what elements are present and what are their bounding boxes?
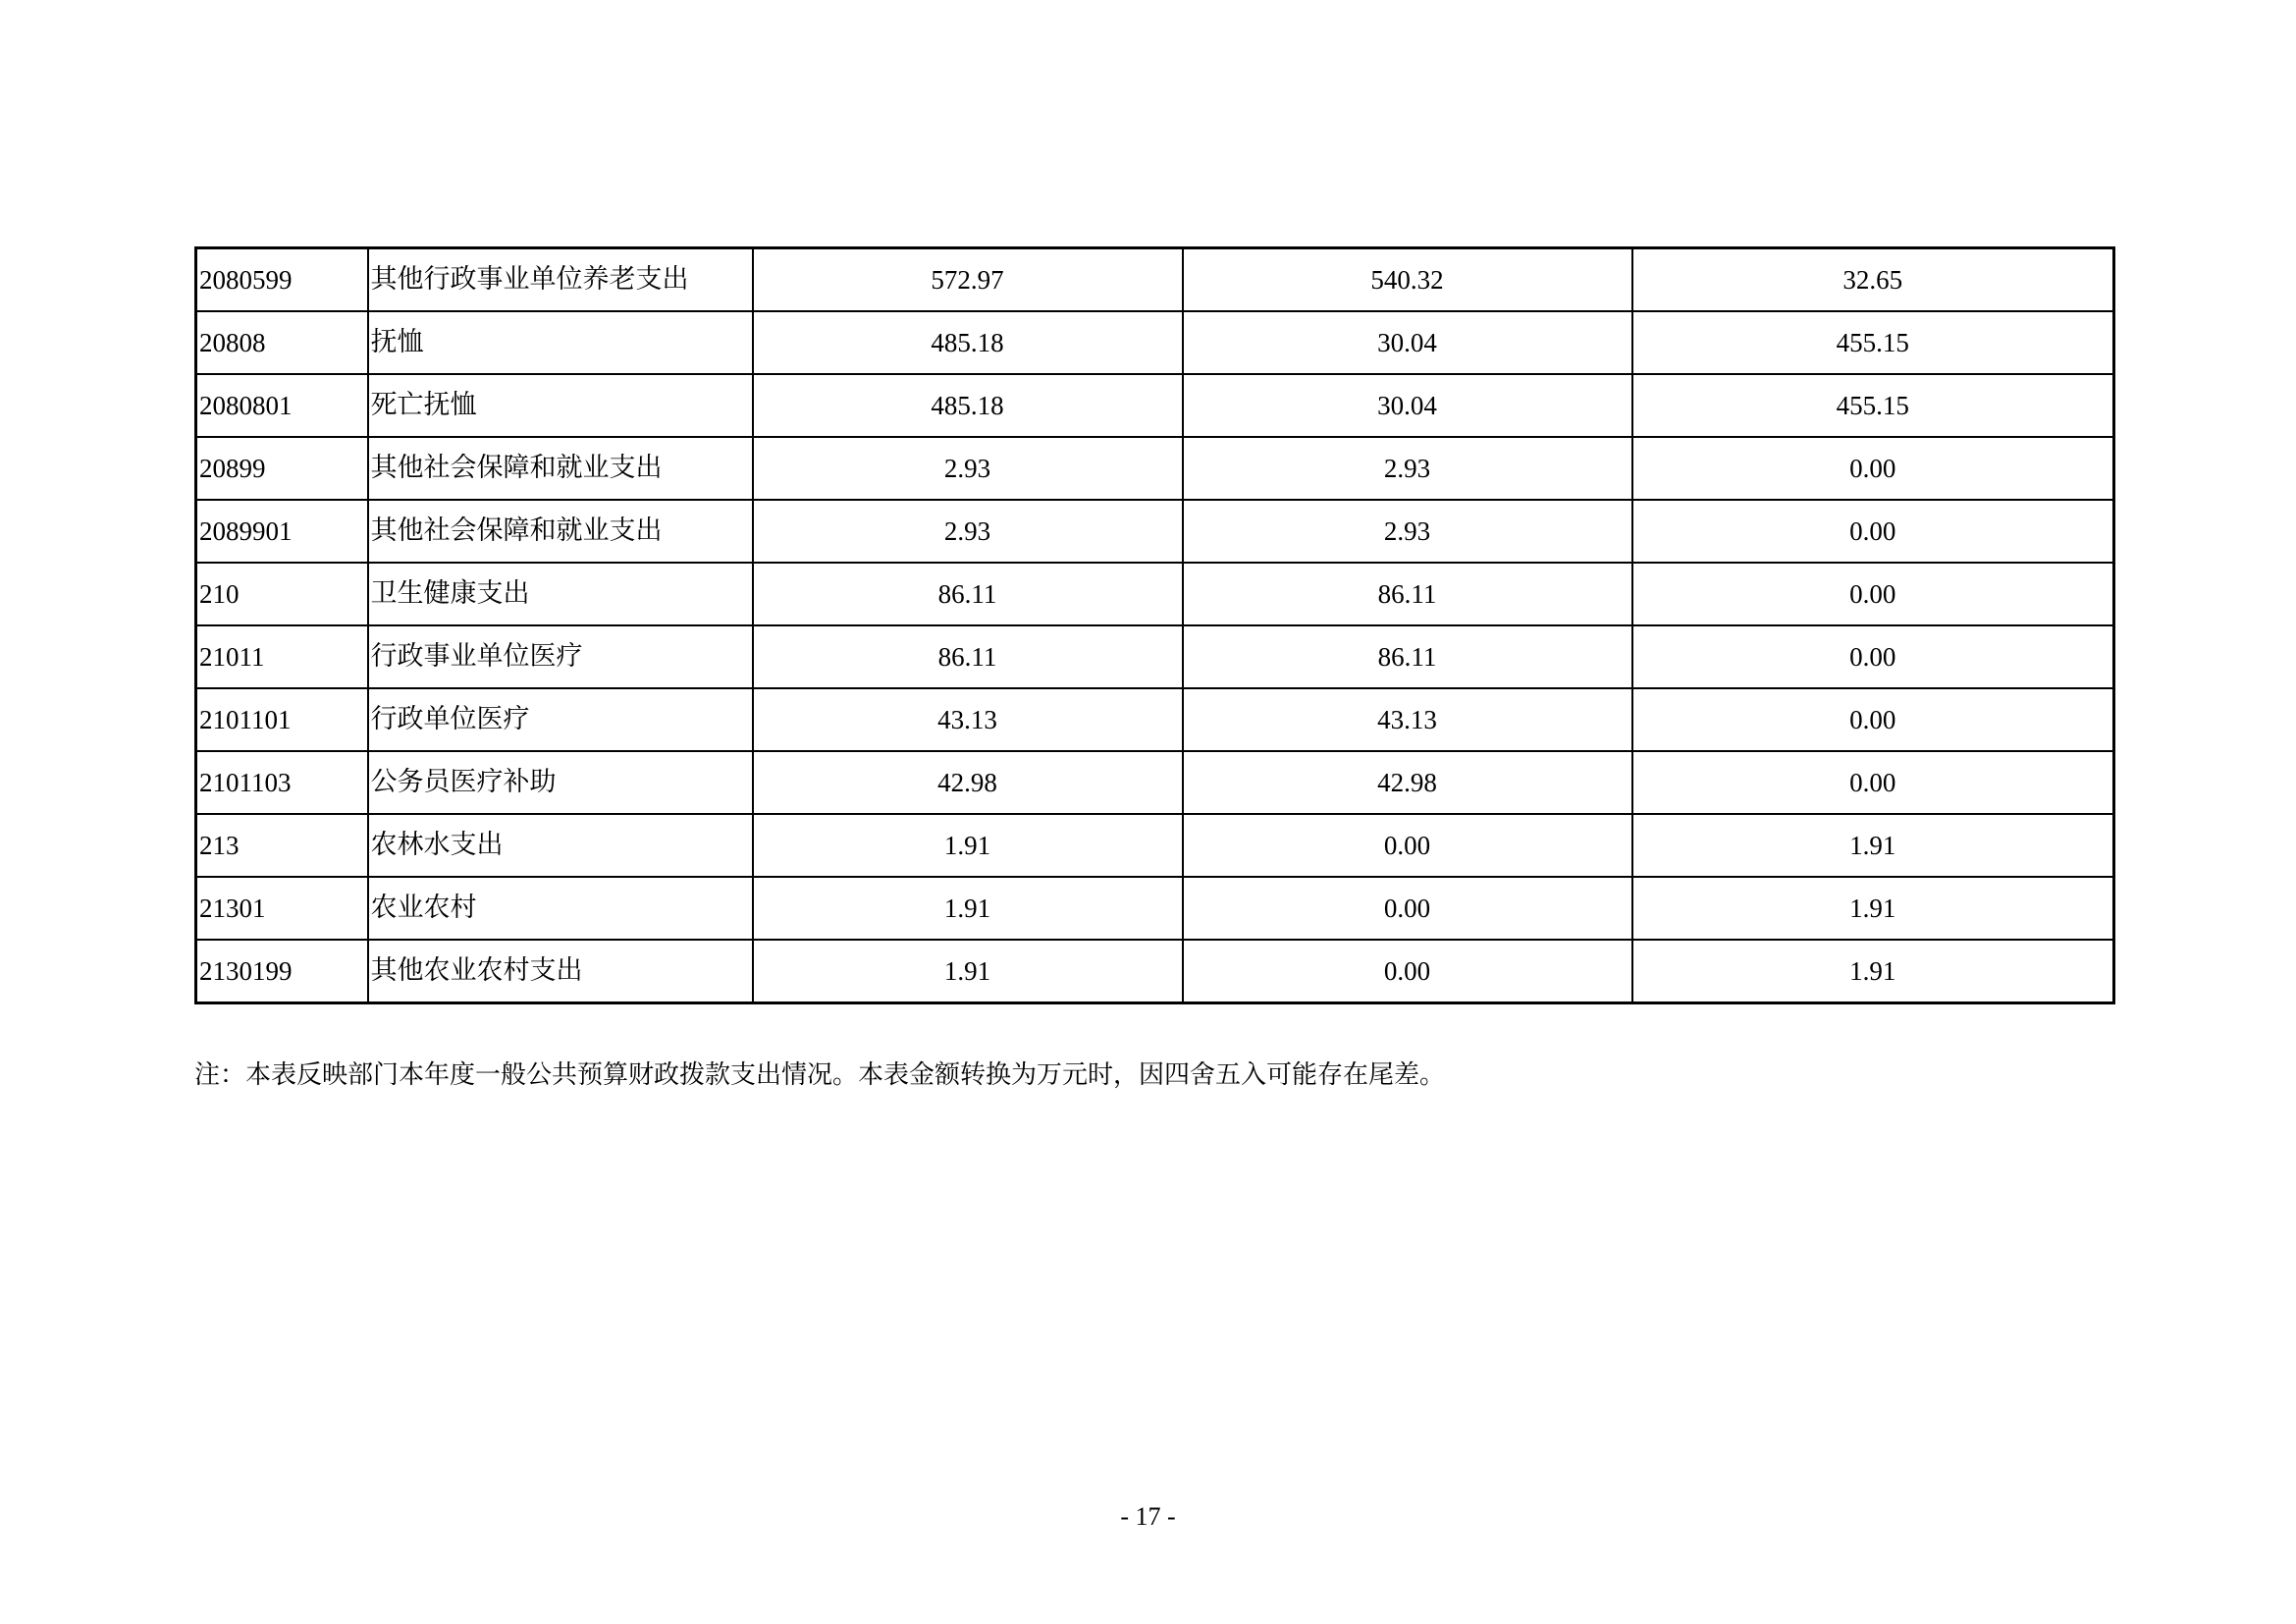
subject-name: 死亡抚恤 bbox=[368, 374, 753, 437]
table-note: 注：本表反映部门本年度一般公共预算财政拨款支出情况。本表金额转换为万元时，因四舍五入可能存在尾差。 bbox=[194, 1060, 1446, 1090]
subject-code: 213 bbox=[196, 814, 368, 877]
subject-code: 210 bbox=[196, 563, 368, 625]
total-value: 485.18 bbox=[753, 311, 1183, 374]
table-row bbox=[196, 625, 2114, 688]
project-expenditure-value: 0.00 bbox=[1632, 688, 2114, 751]
table-row bbox=[196, 311, 2114, 374]
subject-name: 公务员医疗补助 bbox=[368, 751, 753, 814]
project-expenditure-value: 1.91 bbox=[1632, 814, 2114, 877]
table-row bbox=[196, 751, 2114, 814]
basic-expenditure-value: 30.04 bbox=[1183, 311, 1632, 374]
total-value: 86.11 bbox=[753, 625, 1183, 688]
project-expenditure-value: 32.65 bbox=[1632, 248, 2114, 312]
basic-expenditure-value: 30.04 bbox=[1183, 374, 1632, 437]
subject-code: 20899 bbox=[196, 437, 368, 500]
basic-expenditure-value: 0.00 bbox=[1183, 814, 1632, 877]
project-expenditure-value: 1.91 bbox=[1632, 877, 2114, 940]
subject-code: 2101101 bbox=[196, 688, 368, 751]
subject-code: 2080599 bbox=[196, 248, 368, 312]
subject-code: 2130199 bbox=[196, 940, 368, 1003]
subject-name: 行政事业单位医疗 bbox=[368, 625, 753, 688]
page-number: - 17 - bbox=[1120, 1502, 1176, 1531]
total-value: 1.91 bbox=[753, 814, 1183, 877]
subject-name: 卫生健康支出 bbox=[368, 563, 753, 625]
basic-expenditure-value: 86.11 bbox=[1183, 563, 1632, 625]
table-row bbox=[196, 500, 2114, 563]
subject-name: 行政单位医疗 bbox=[368, 688, 753, 751]
total-value: 1.91 bbox=[753, 940, 1183, 1003]
basic-expenditure-value: 2.93 bbox=[1183, 437, 1632, 500]
basic-expenditure-value: 0.00 bbox=[1183, 877, 1632, 940]
total-value: 43.13 bbox=[753, 688, 1183, 751]
subject-code: 2080801 bbox=[196, 374, 368, 437]
project-expenditure-value: 1.91 bbox=[1632, 940, 2114, 1003]
total-value: 42.98 bbox=[753, 751, 1183, 814]
total-value: 86.11 bbox=[753, 563, 1183, 625]
basic-expenditure-value: 2.93 bbox=[1183, 500, 1632, 563]
basic-expenditure-value: 43.13 bbox=[1183, 688, 1632, 751]
subject-name: 其他社会保障和就业支出 bbox=[368, 437, 753, 500]
subject-code: 21011 bbox=[196, 625, 368, 688]
subject-code: 2089901 bbox=[196, 500, 368, 563]
basic-expenditure-value: 86.11 bbox=[1183, 625, 1632, 688]
subject-name: 抚恤 bbox=[368, 311, 753, 374]
total-value: 1.91 bbox=[753, 877, 1183, 940]
basic-expenditure-value: 42.98 bbox=[1183, 751, 1632, 814]
project-expenditure-value: 0.00 bbox=[1632, 625, 2114, 688]
table-row bbox=[196, 940, 2114, 1003]
project-expenditure-value: 0.00 bbox=[1632, 563, 2114, 625]
table-row bbox=[196, 563, 2114, 625]
total-value: 2.93 bbox=[753, 437, 1183, 500]
table-row bbox=[196, 374, 2114, 437]
table-row bbox=[196, 688, 2114, 751]
project-expenditure-value: 0.00 bbox=[1632, 437, 2114, 500]
basic-expenditure-value: 540.32 bbox=[1183, 248, 1632, 312]
project-expenditure-value: 455.15 bbox=[1632, 374, 2114, 437]
subject-code: 2101103 bbox=[196, 751, 368, 814]
table-row bbox=[196, 248, 2114, 312]
subject-name: 农业农村 bbox=[368, 877, 753, 940]
table-row bbox=[196, 814, 2114, 877]
total-value: 2.93 bbox=[753, 500, 1183, 563]
table-row bbox=[196, 877, 2114, 940]
subject-name: 其他农业农村支出 bbox=[368, 940, 753, 1003]
subject-name: 其他行政事业单位养老支出 bbox=[368, 248, 753, 312]
basic-expenditure-value: 0.00 bbox=[1183, 940, 1632, 1003]
subject-code: 20808 bbox=[196, 311, 368, 374]
subject-name: 其他社会保障和就业支出 bbox=[368, 500, 753, 563]
project-expenditure-value: 455.15 bbox=[1632, 311, 2114, 374]
project-expenditure-value: 0.00 bbox=[1632, 500, 2114, 563]
expenditure-table bbox=[194, 246, 2115, 1004]
project-expenditure-value: 0.00 bbox=[1632, 751, 2114, 814]
subject-name: 农林水支出 bbox=[368, 814, 753, 877]
total-value: 485.18 bbox=[753, 374, 1183, 437]
total-value: 572.97 bbox=[753, 248, 1183, 312]
table-row bbox=[196, 437, 2114, 500]
subject-code: 21301 bbox=[196, 877, 368, 940]
